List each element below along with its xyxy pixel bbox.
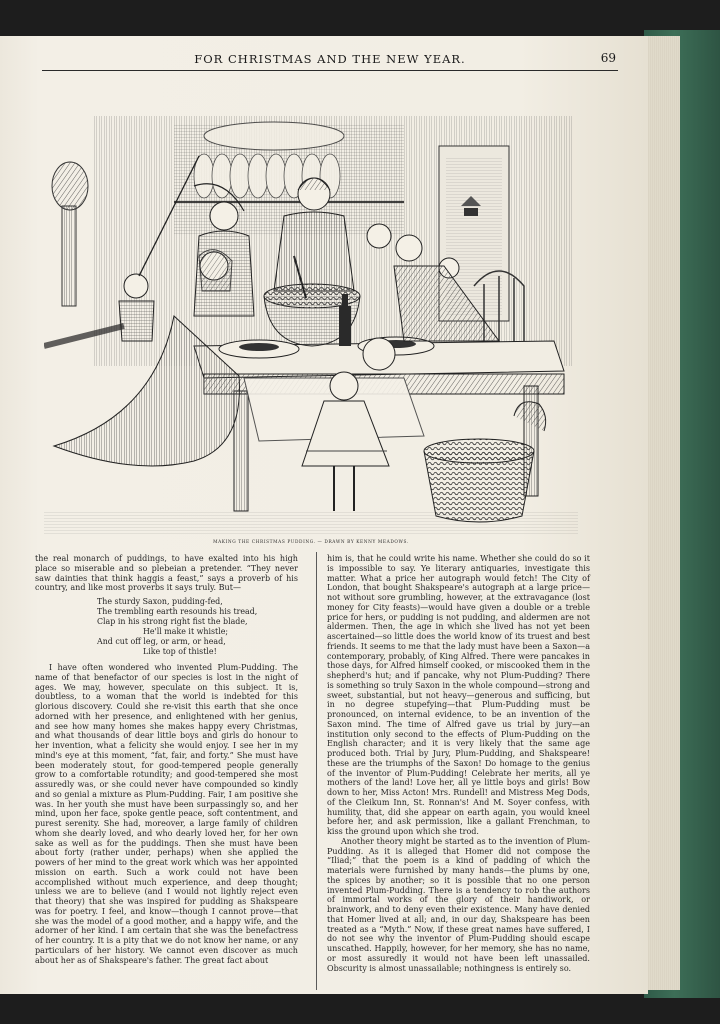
paragraph: Another theory might be started as to the invention of Plum-Pudding. As it is alleged that Homer did not compose the “Iliad;” that the poem is a kind of padding of which the materials were furnished by many hands—the plums by one, the spices by another; so it is possible that no one person invented Plum-Pudding. There is a tendency to rob the authors of immortal works of the glory of their handiwork, or brainwork, and to deny even their existence. Many have denied that Homer lived at all; and, in our day, Shakspeare has been treated as a “Myth.” Now, if these great names have suffered, I do not see why the inventor of Plum-Pudding should escape unscathed. Happily, however, for her memory, she has no name, or most assuredly it would not have been left unassailed. Obscurity is almost unassailable; nothingness is entirely so.	[327, 836, 590, 973]
paragraph: the real monarch of puddings, to have exalted into his high place so miserable and so plebeian a pretender. “They never saw dainties that think haggis a feast,” says a proverb of his country, and like most proverbs it says truly. But—	[35, 554, 298, 593]
verse-line: Like top of thistle!	[143, 647, 217, 656]
paragraph: him is, that he could write his name. Whether she could do so it is impossible to say. Ye literary antiquaries, investigate this matter. What a price her autograph would fetch! The City of London, that bought Shakspeare's autograph at a large price—not without sore grumbling, however, at the extravagance (lost money for City feasts)—would have given a double or a treble price for hers, or pudding is not pudding, and aldermen are not aldermen. Then, the age in which she lived has not yet been ascertained—so little does the world know of its truest and best friends. It seems to me that the lady must have been a Saxon—a contemporary, probably, of King Alfred. There were pancakes in those days, for Alfred himself cooked, or miscooked them in the shepherd's hut; and if pancake, why not Plum-Pudding? There is something so truly Saxon in the whole compound—strong and sweet, substantial, but not heavy—generous and sufficing, but in no degree stupefying—that Plum-Pudding must be pronounced, on internal evidence, to be an invention of the Saxon mind. The time of Alfred gave us trial by jury—an institution only second to the effects of Plum-Pudding on the English character; and it is very likely that the same age produced both. Trial by Jury, Plum-Pudding, and Shakspeare! these are the triumphs of the Saxon! Do homage to the genius of the inventor of Plum-Pudding! Celebrate her merits, all ye mothers of the land! Love her, all ye little boys and girls! Bow down to her, Miss Acton! Mrs. Rundell! and Mistress Meg Dods, of the Cleikum Inn, St. Ronnan's! And M. Soyer confess, with humility, that, did she appear on earth again, you would kneel before her, and ask permission, like a gallant Frenchman, to kiss the ground upon which she trod.	[327, 554, 590, 836]
verse-line: And cut off leg, or arm, or head,	[97, 637, 226, 646]
verse-line: The trembling earth resounds his tread,	[97, 607, 258, 616]
paragraph: I have often wondered who invented Plum-Pudding. The name of that benefactor of our species is lost in the night of ages. We may, however, speculate on this subject. It is, doubtless, to a woman that the world is indebted for this glorious discovery. Could she re-visit this earth that she once adorned with her presence, and enlightened with her genius, and see how many homes she makes happy every Christmas, and what thousands of dear little boys and girls do honour to her invention, what a felicity she would enjoy. I see her in my mind's eye at this moment, “fat, fair, and forty.” She must have been moderately stout, for good-tempered people generally grow to a comfortable rotundity; and good-tempered she most assuredly was, or she could never have compounded so kindly and so genial a mixture as Plum-Pudding. Fair, I am positive she was. In her youth she must have been surpassingly so, and her mind, upon her face, spoke gentle peace, soft contentment, and purest serenity. She had, moreover, a large family of children whom she dearly loved, and who dearly loved her, for her own sake as well as for the puddings. Then she must have been about forty (rather under, perhaps) when she applied the powers of her mind to the great work which was her appointed mission on earth. Such a work could not have been accomplished without much experience, and deep thought; unless we are to believe (and I would not lightly reject even that theory) that she was inspired for pudding as Shakspeare was for poetry. I feel, and know—though I cannot prove—that she was the model of a good mother, and a happy wife, and the adorner of her kind. I am certain that she was the benefactress of her country. It is a pity that we do not know her name, or any particulars of her history. We cannot even discover as much about her as of Shakspeare's father. The great fact about	[35, 663, 298, 965]
column-divider	[316, 552, 317, 990]
verse-line: The sturdy Saxon, pudding-fed,	[97, 597, 223, 606]
engraving-illustration	[44, 116, 578, 536]
left-text-column	[35, 554, 298, 965]
basket-with-cat	[424, 402, 546, 522]
hanging-bonnets	[52, 162, 88, 306]
right-text-column	[327, 554, 590, 973]
illustration-caption: MAKING THE CHRISTMAS PUDDING. — DRAWN BY KENNY MEADOWS.	[213, 540, 409, 545]
verse-line: He'll make it whistle;	[143, 627, 229, 636]
page-number: 69	[600, 51, 616, 65]
running-title: FOR CHRISTMAS AND THE NEW YEAR.	[194, 52, 466, 66]
verse-block	[97, 597, 298, 657]
page-header	[42, 50, 618, 71]
verse-line: Clap in his strong right fist the blade,	[97, 617, 248, 626]
floor	[44, 511, 578, 536]
